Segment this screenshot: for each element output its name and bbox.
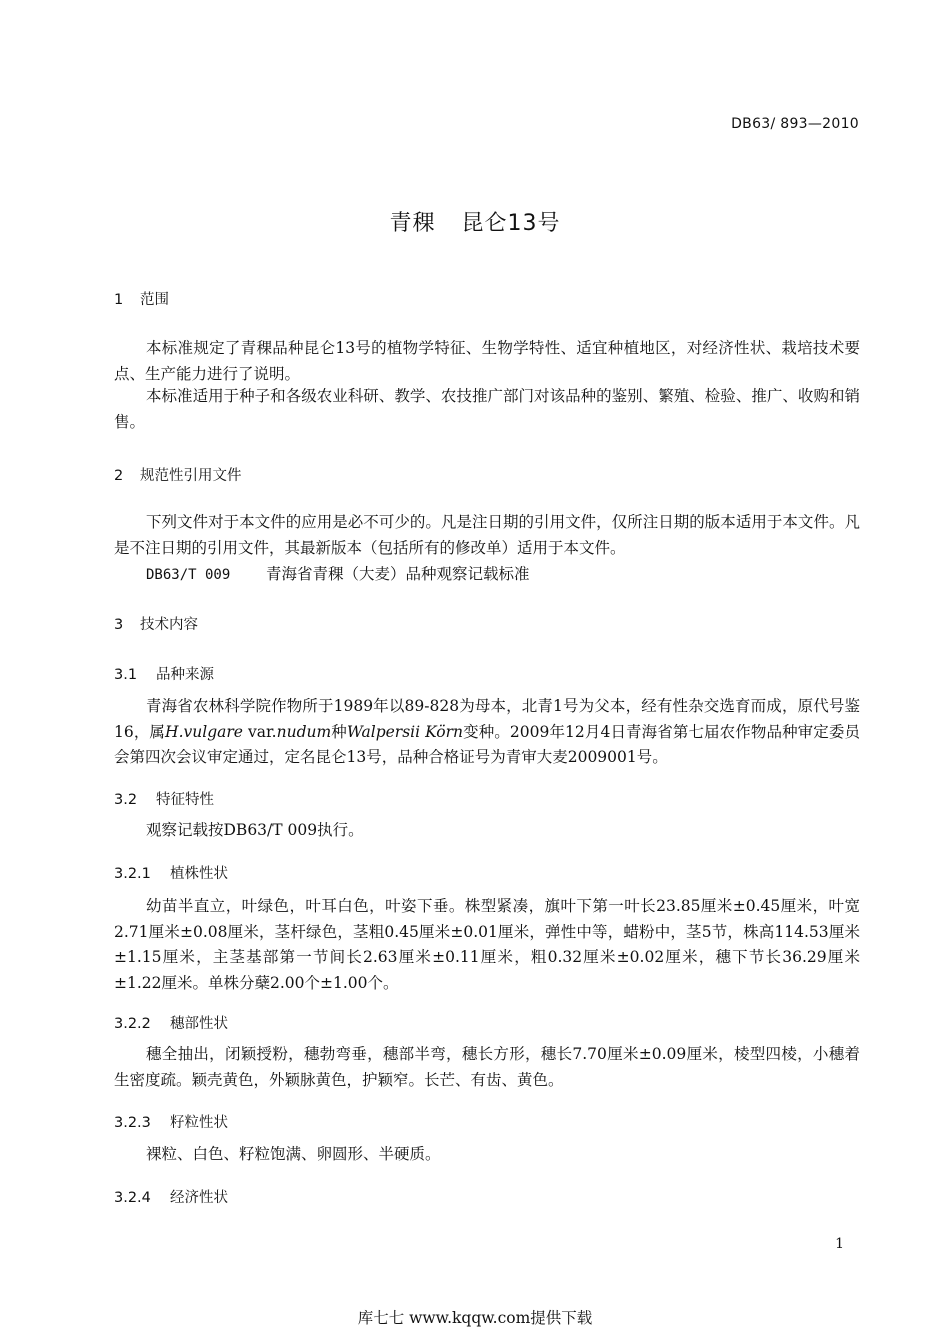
variety-name: nudum	[276, 722, 332, 741]
title-crop: 青稞	[389, 211, 436, 236]
normative-references-paragraph: 下列文件对于本文件的应用是必不可少的。凡是注日期的引用文件，仅所注日期的版本适用于本文件。凡是不注日期的引用文件，其最新版本（包括所有的修改单）适用于本文件。	[114, 513, 860, 557]
section-3-2-3-heading	[114, 1111, 228, 1132]
section-number: 3.2	[114, 792, 138, 808]
section-title: 技术内容	[140, 617, 198, 633]
reference-code: DB63/T 009	[146, 567, 231, 583]
page-title	[0, 206, 950, 237]
scope-paragraph-1: 本标准规定了青稞品种昆仑13号的植物学特征、生物学特性、适宜种植地区，对经济性状、栽培技术要点、生产能力进行了说明。	[114, 339, 860, 383]
section-title: 品种来源	[156, 667, 214, 683]
section-title: 植株性状	[170, 866, 228, 882]
section-title: 穗部性状	[170, 1016, 228, 1032]
page-number: 1	[835, 1236, 844, 1252]
section-number: 3.1	[114, 667, 138, 683]
section-number: 3.2.3	[114, 1115, 151, 1131]
scope-paragraph-2: 本标准适用于种子和各级农业科研、教学、农技推广部门对该品种的鉴别、繁殖、检验、推广、收购和销售。	[114, 387, 860, 431]
section-3-2-2-heading	[114, 1012, 228, 1033]
reference-entry	[146, 562, 530, 584]
download-footer: 库七七 www.kqqw.com提供下载	[357, 1309, 593, 1327]
section-title: 籽粒性状	[170, 1115, 228, 1131]
section-number: 1	[114, 292, 124, 308]
reference-title: 青海省青稞（大麦）品种观察记载标准	[266, 565, 530, 583]
grain-traits-paragraph: 裸粒、白色、籽粒饱满、卵圆形、半硬质。	[146, 1145, 441, 1163]
variety-origin-paragraph: 青海省农林科学院作物所于1989年以89-828为母本，北青1号为父本，经有性杂交选育而成，原代号鉴16，属H.vulgare var.nudum种Walpersii Körn变种。2009年12月4日青海省第七届农作物品种审定委员会第四次会议审定通过，定名昆仑13号，品种合格证号为青审大麦2009001号。	[114, 697, 860, 766]
section-2-heading	[114, 464, 242, 485]
section-1-heading	[114, 288, 169, 309]
section-number: 3.2.1	[114, 866, 151, 882]
section-number: 3.2.4	[114, 1190, 151, 1206]
section-number: 3.2.2	[114, 1016, 151, 1032]
section-3-heading	[114, 613, 198, 634]
spike-traits-paragraph: 穗全抽出，闭颖授粉，穗勃弯垂，穗部半弯，穗长方形，穗长7.70厘米±0.09厘米，棱型四棱，小穗着生密度疏。颖壳黄色，外颖脉黄色，护颖窄。长芒、有齿、黄色。	[114, 1045, 860, 1089]
species-name: H.vulgare	[165, 722, 243, 741]
section-number: 2	[114, 468, 124, 484]
subvariety-name: Walpersii Körn	[346, 722, 463, 741]
document-code: DB63/ 893—2010	[731, 116, 859, 132]
section-3-2-4-heading	[114, 1186, 228, 1207]
section-title: 规范性引用文件	[140, 468, 242, 484]
title-variety: 昆仑13号	[461, 211, 561, 236]
plant-traits-paragraph: 幼苗半直立，叶绿色，叶耳白色，叶姿下垂。株型紧凑，旗叶下第一叶长23.85厘米±0.45厘米，叶宽2.71厘米±0.08厘米，茎杆绿色，茎粗0.45厘米±0.01厘米，弹性中等，蜡粉中，茎5节，株高114.53厘米±1.15厘米，主茎基部第一节间长2.63厘米±0.11厘米，粗0.32厘米±0.02厘米，穗下节长36.29厘米±1.22厘米。单株分蘖2.00个±1.00个。	[114, 897, 860, 992]
section-number: 3	[114, 617, 124, 633]
section-title: 范围	[140, 292, 169, 308]
characteristics-paragraph: 观察记载按DB63/T 009执行。	[146, 821, 364, 839]
section-title: 经济性状	[170, 1190, 228, 1206]
section-3-2-1-heading	[114, 862, 228, 883]
section-3-1-heading	[114, 663, 214, 684]
section-3-2-heading	[114, 788, 214, 809]
section-title: 特征特性	[156, 792, 214, 808]
